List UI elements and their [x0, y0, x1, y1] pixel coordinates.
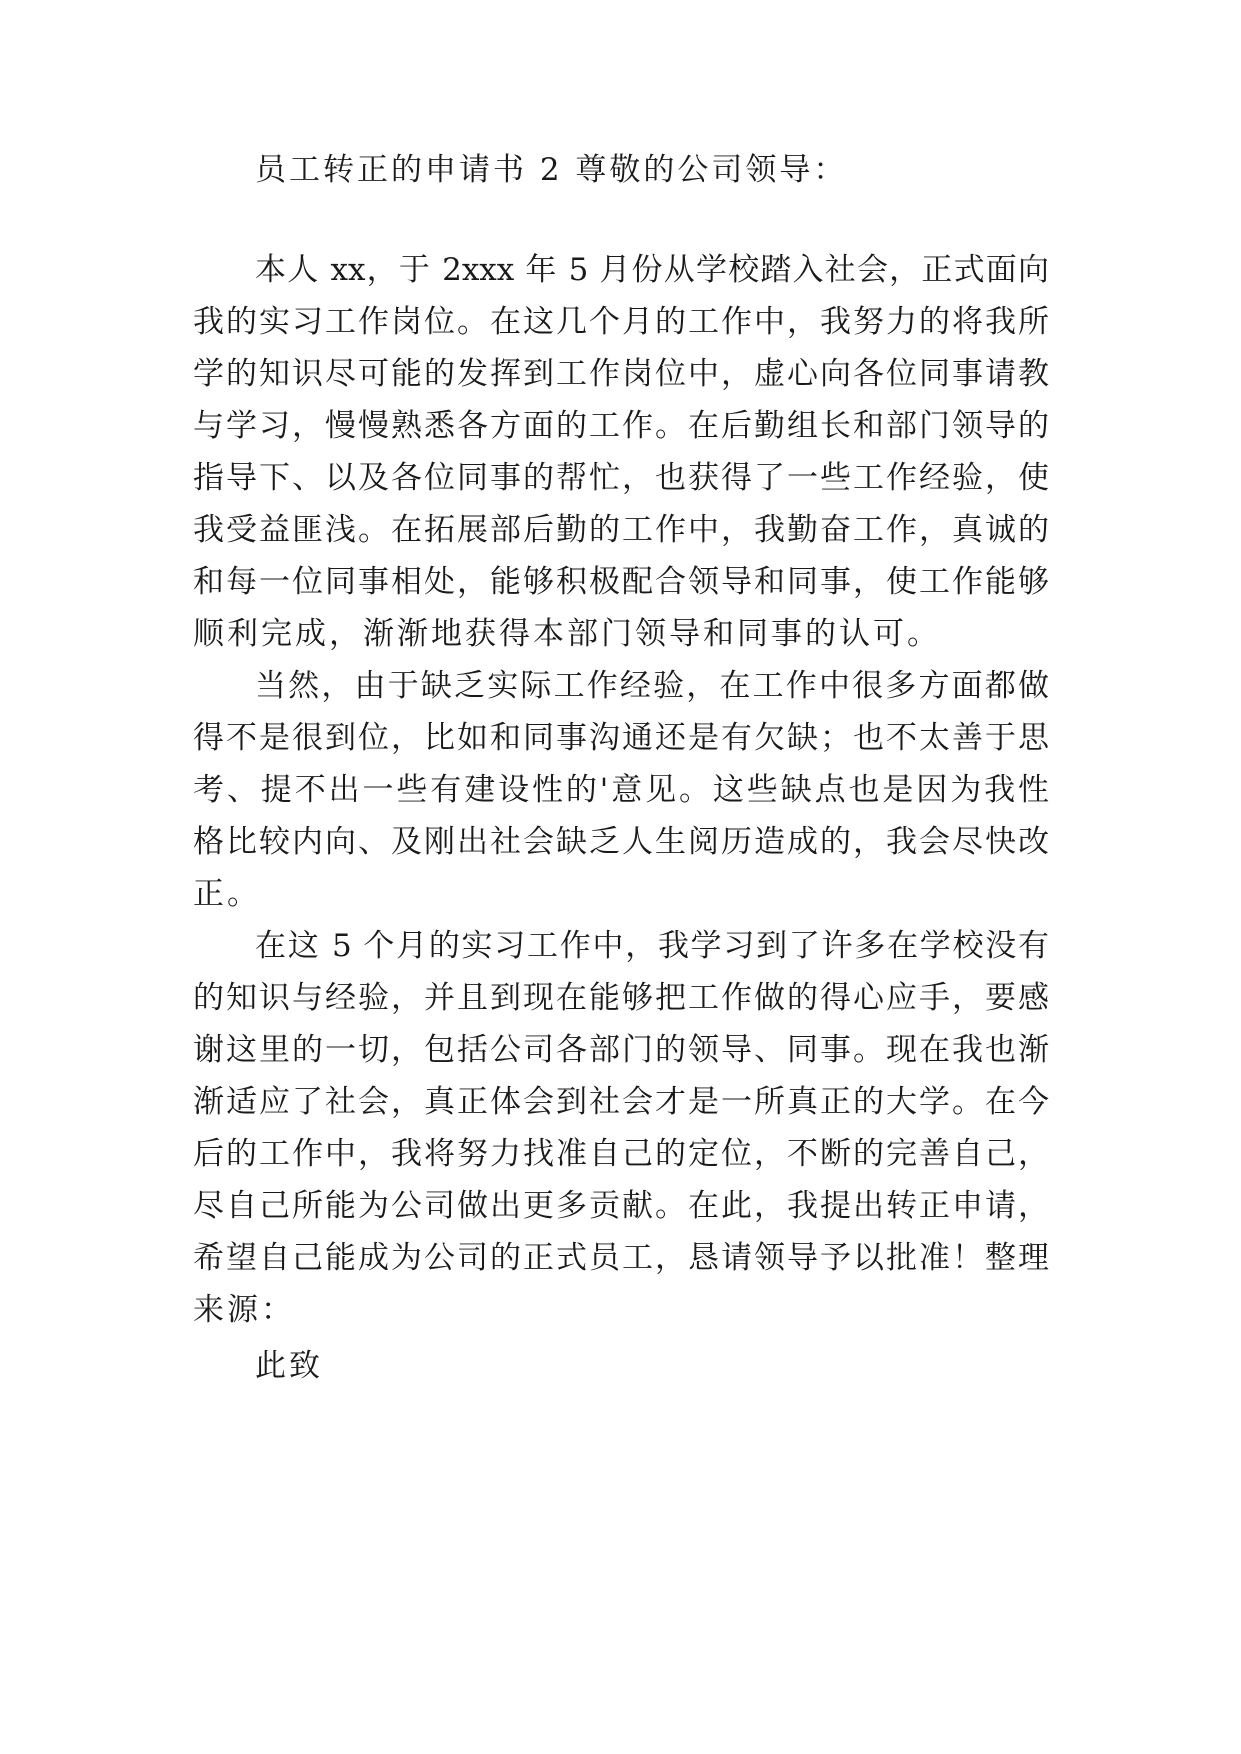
paragraph-3-line-8: 来源： — [193, 1292, 295, 1328]
paragraph-2-line-1: 当然，由于缺乏实际工作经验，在工作中很多方面都做 — [255, 668, 1049, 704]
paragraph-1-line-5: 指导下、以及各位同事的帮忙，也获得了一些工作经验，使 — [193, 460, 1049, 496]
paragraph-1-line-4: 与学习，慢慢熟悉各方面的工作。在后勤组长和部门领导的 — [193, 408, 1049, 444]
paragraph-1-line-2: 我的实习工作岗位。在这几个月的工作中，我努力的将我所 — [193, 304, 1049, 340]
paragraph-2-line-4: 格比较内向、及刚出社会缺乏人生阅历造成的，我会尽快改 — [193, 824, 1049, 860]
document-heading: 员工转正的申请书 2 尊敬的公司领导： — [255, 152, 848, 188]
paragraph-3-line-3: 谢这里的一切，包括公司各部门的领导、同事。现在我也渐 — [193, 1032, 1049, 1068]
paragraph-1-line-7: 和每一位同事相处，能够积极配合领导和同事，使工作能够 — [193, 564, 1049, 600]
paragraph-3-line-5: 后的工作中，我将努力找准自己的定位，不断的完善自己， — [193, 1136, 1049, 1172]
paragraph-3-line-4: 渐适应了社会，真正体会到社会才是一所真正的大学。在今 — [193, 1084, 1049, 1120]
paragraph-3-line-2: 的知识与经验，并且到现在能够把工作做的得心应手，要感 — [193, 980, 1049, 1016]
paragraph-1-line-8: 顺利完成，渐渐地获得本部门领导和同事的认可。 — [193, 616, 941, 652]
paragraph-3-line-1: 在这 5 个月的实习工作中，我学习到了许多在学校没有 — [255, 928, 1049, 964]
paragraph-3-line-7: 希望自己能成为公司的正式员工，恳请领导予以批准！整理 — [193, 1240, 1049, 1276]
paragraph-2-line-2: 得不是很到位，比如和同事沟通还是有欠缺；也不太善于思 — [193, 720, 1049, 756]
paragraph-2-line-5: 正。 — [193, 876, 261, 912]
paragraph-3-line-6: 尽自己所能为公司做出更多贡献。在此，我提出转正申请， — [193, 1188, 1049, 1224]
paragraph-1-line-3: 学的知识尽可能的发挥到工作岗位中，虚心向各位同事请教 — [193, 356, 1049, 392]
paragraph-1-line-6: 我受益匪浅。在拓展部后勤的工作中，我勤奋工作，真诚的 — [193, 512, 1049, 548]
paragraph-2-line-3: 考、提不出一些有建设性的'意见。这些缺点也是因为我性 — [193, 772, 1049, 808]
paragraph-1-line-1: 本人 xx，于 2xxx 年 5 月份从学校踏入社会，正式面向 — [255, 252, 1049, 288]
closing-text: 此致 — [255, 1348, 323, 1384]
